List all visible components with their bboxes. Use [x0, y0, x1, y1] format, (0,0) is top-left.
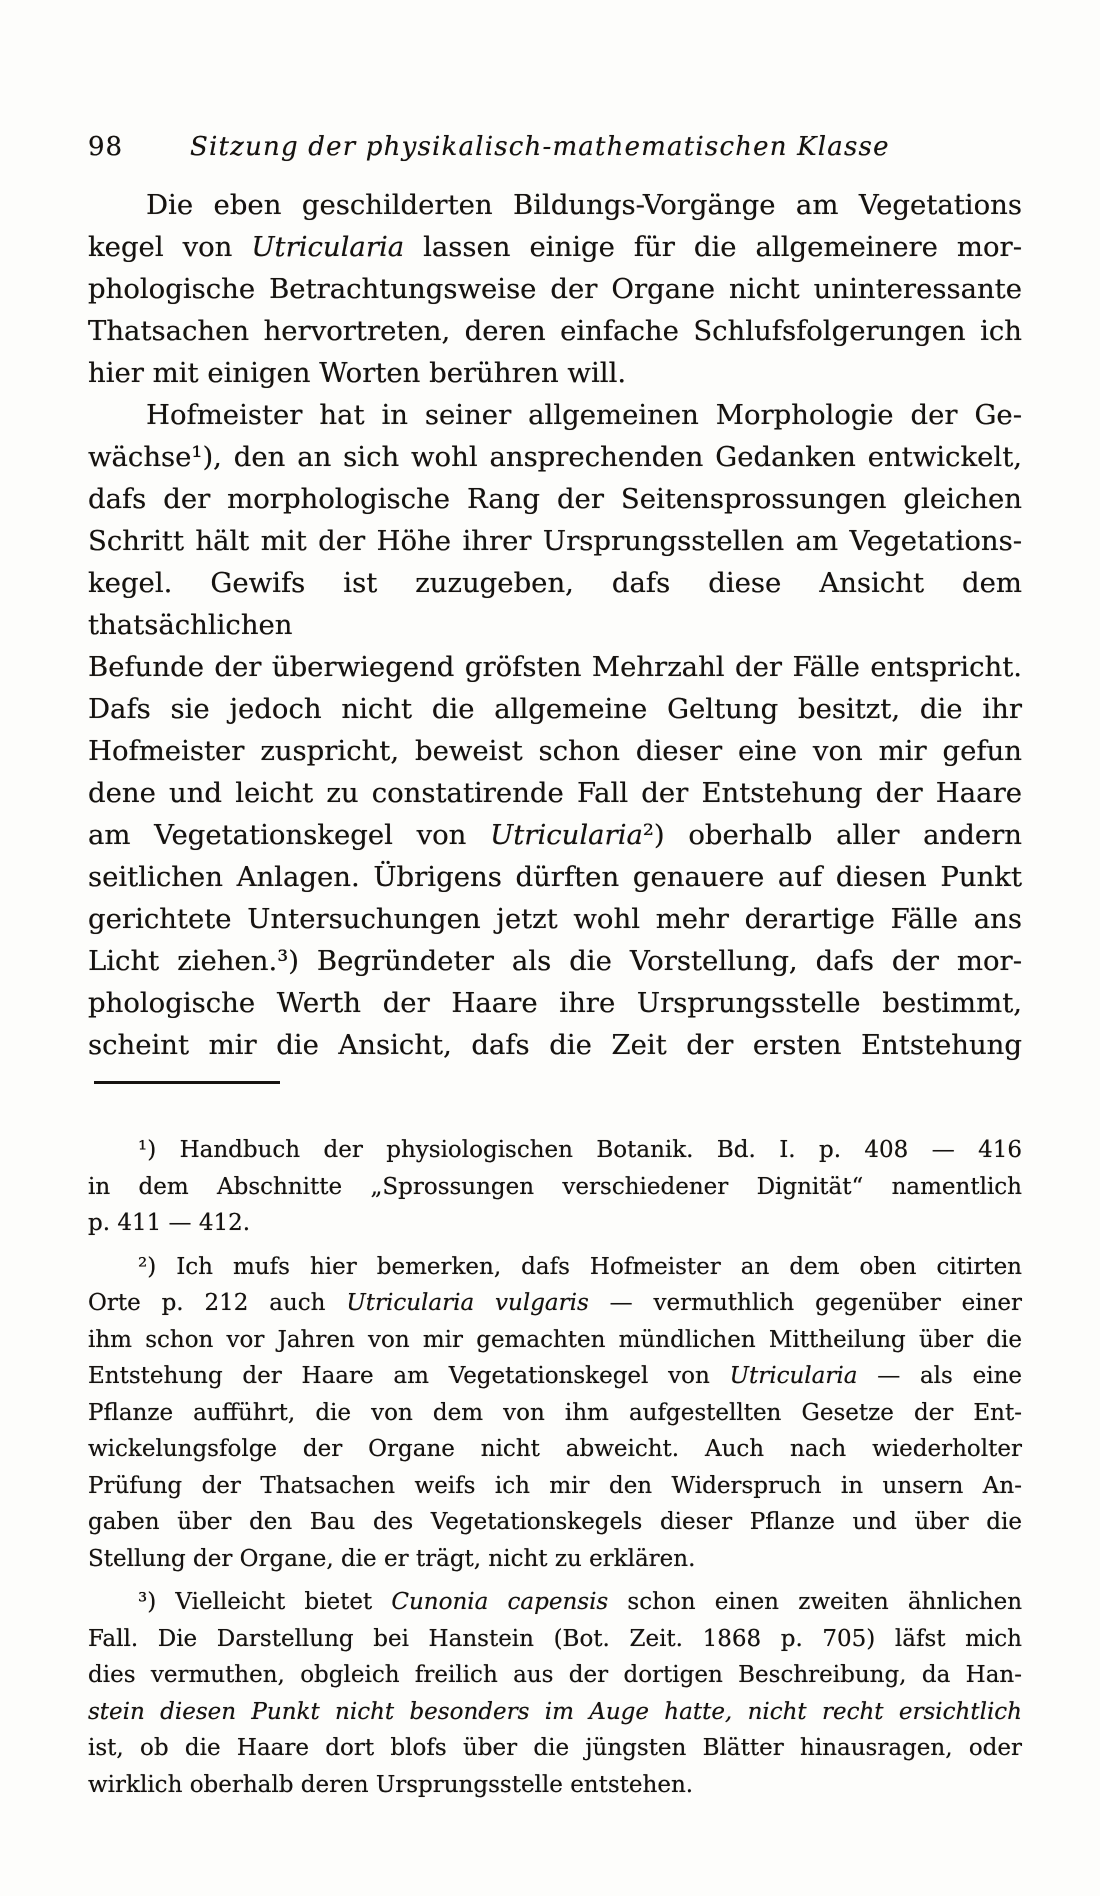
text-line: in dem Abschnitte „Sprossungen verschiedener Dignität“ namentlich: [88, 1173, 1022, 1200]
text-line: Licht ziehen.³) Begründeter als die Vorstellung, dafs der mor-: [88, 945, 1022, 977]
footnote-separator: [94, 1081, 280, 1084]
text-line: Hofmeister zuspricht, beweist schon dieser eine von mir gefun: [88, 735, 1022, 767]
text-line: Entstehung der Haare am Vegetationskegel von Utricularia — als eine: [88, 1363, 1023, 1389]
text-line: wächse¹), den an sich wohl ansprechenden Gedanken entwickelt,: [88, 441, 1022, 473]
text-line: hier mit einigen Worten berühren will.: [88, 357, 627, 389]
text-line: Pflanze aufführt, die von dem von ihm aufgestellten Gesetze der Ent-: [88, 1399, 1022, 1426]
running-header: [88, 130, 1022, 164]
text-line: Die eben geschilderten Bildungs-Vorgänge am Vegetations: [146, 189, 1022, 221]
paragraph: [88, 184, 1022, 394]
text-line: kegel von Utricularia lassen einige für die allgemeinere mor-: [88, 231, 1022, 263]
text-block: [88, 130, 1022, 1803]
text-line: scheint mir die Ansicht, dafs die Zeit der ersten Entstehung: [88, 1029, 1022, 1061]
text-line: Dafs sie jedoch nicht die allgemeine Geltung besitzt, die ihr: [88, 693, 1022, 725]
text-line: phologische Betrachtungsweise der Organe nicht uninteressante: [88, 273, 1022, 305]
text-line: Fall. Die Darstellung bei Hanstein (Bot. Zeit. 1868 p. 705) läfst mich: [88, 1625, 1022, 1652]
text-line: Thatsachen hervortreten, deren einfache Schlufsfolgerungen ich: [88, 315, 1022, 347]
footnote: [88, 1132, 1022, 1242]
text-line: Stellung der Organe, die er trägt, nicht zu erklären.: [88, 1545, 696, 1572]
text-line: am Vegetationskegel von Utricularia²) oberhalb aller andern: [88, 819, 1022, 851]
text-line: phologische Werth der Haare ihre Ursprungsstelle bestimmt,: [88, 987, 1022, 1019]
text-line: wirklich oberhalb deren Ursprungsstelle entstehen.: [88, 1771, 694, 1798]
footnote: [88, 1584, 1022, 1803]
text-line: ¹) Handbuch der physiologischen Botanik. Bd. I. p. 408 — 416: [138, 1137, 1022, 1163]
text-line: ³) Vielleicht bietet Cunonia capensis schon einen zweiten ähnlichen: [138, 1589, 1023, 1615]
main-text: [88, 184, 1022, 1066]
page-number: 98: [88, 132, 124, 162]
text-line: kegel. Gewifs ist zuzugeben, dafs diese Ansicht dem thatsächlichen: [88, 567, 1022, 641]
footnote: [88, 1249, 1022, 1578]
text-line: Orte p. 212 auch Utricularia vulgaris — vermuthlich gegenüber einer: [88, 1290, 1022, 1316]
text-line: dene und leicht zu constatirende Fall der Entstehung der Haare: [88, 777, 1022, 809]
paragraph: [88, 394, 1022, 1066]
text-line: ²) Ich mufs hier bemerken, dafs Hofmeister an dem oben citirten: [138, 1253, 1022, 1280]
text-line: p. 411 — 412.: [88, 1210, 251, 1236]
text-line: Hofmeister hat in seiner allgemeinen Morphologie der Ge-: [146, 399, 1022, 431]
text-line: Prüfung der Thatsachen weifs ich mir den Widerspruch in unsern An-: [88, 1472, 1022, 1499]
text-line: ist, ob die Haare dort blofs über die jüngsten Blätter hinausragen, oder: [88, 1735, 1022, 1761]
text-line: stein diesen Punkt nicht besonders im Auge hatte, nicht recht ersichtlich: [88, 1698, 1022, 1725]
text-line: gaben über den Bau des Vegetationskegels dieser Pflanze und über die: [88, 1509, 1022, 1535]
text-line: gerichtete Untersuchungen jetzt wohl mehr derartige Fälle ans: [88, 903, 1022, 935]
text-line: wickelungsfolge der Organe nicht abweicht. Auch nach wiederholter: [88, 1436, 1022, 1462]
running-title: Sitzung der physikalisch-mathematischen Klasse: [190, 132, 890, 162]
text-line: dies vermuthen, obgleich freilich aus der dortigen Beschreibung, da Han-: [88, 1662, 1022, 1688]
text-line: Befunde der überwiegend gröfsten Mehrzahl der Fälle entspricht.: [88, 651, 1022, 683]
text-line: seitlichen Anlagen. Übrigens dürften genauere auf diesen Punkt: [88, 861, 1022, 893]
text-line: dafs der morphologische Rang der Seitensprossungen gleichen: [88, 483, 1022, 515]
text-line: ihm schon vor Jahren von mir gemachten mündlichen Mittheilung über die: [88, 1326, 1022, 1353]
text-line: Schritt hält mit der Höhe ihrer Ursprungsstellen am Vegetations-: [88, 525, 1022, 557]
footnotes: [88, 1132, 1022, 1803]
